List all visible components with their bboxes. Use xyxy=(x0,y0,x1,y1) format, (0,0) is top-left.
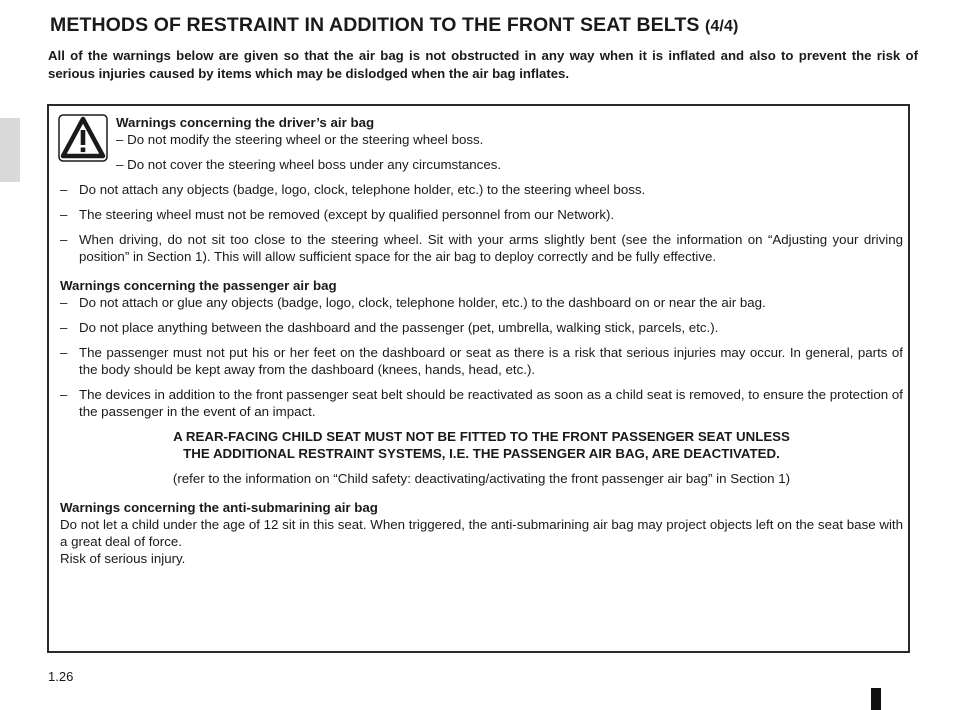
list-dash: – xyxy=(60,295,68,310)
driver-list-item xyxy=(60,181,903,198)
driver-list-item xyxy=(60,231,903,265)
page-number: 1.26 xyxy=(48,669,74,684)
anti-submarining-heading: Warnings concerning the anti-submarining air bag xyxy=(60,500,378,515)
section-side-tab xyxy=(0,118,20,182)
driver-list-item-text: When driving, do not sit too close to the steering wheel. Sit with your arms slightly bent (see the information on “Adjusting your driving position” in Section 1). This will allow sufficient space for the air bag to deploy correctly and be fully effective. xyxy=(79,232,903,264)
passenger-list-item xyxy=(60,344,903,378)
passenger-list-item-text: The passenger must not put his or her feet on the dashboard or seat as there is a risk that serious injuries may occur. In general, parts of the body should be kept away from the dashboard (knees, hands, head, etc.). xyxy=(79,345,903,377)
child-safety-reference: (refer to the information on “Child safety: deactivating/activating the front passenger air bag” in Section 1) xyxy=(172,471,791,486)
passenger-list-item-text: The devices in addition to the front passenger seat belt should be reactivated as soon as a child seat is removed, to ensure the protection of the passenger in the event of an impact. xyxy=(79,387,903,419)
rear-facing-warning-line-1: A REAR-FACING CHILD SEAT MUST NOT BE FITTED TO THE FRONT PASSENGER SEAT UNLESS xyxy=(173,429,790,444)
list-dash: – xyxy=(60,320,68,335)
anti-submarining-text: Do not let a child under the age of 12 sit in this seat. When triggered, the anti-submarining air bag may project objects left on the seat base with a great deal of force. xyxy=(60,517,903,549)
passenger-list-item-text: Do not attach or glue any objects (badge, logo, clock, telephone holder, etc.) to the dashboard on or near the air bag. xyxy=(79,295,766,310)
page-title-main: METHODS OF RESTRAINT IN ADDITION TO THE FRONT SEAT BELTS xyxy=(50,14,700,36)
driver-list-item-text: The steering wheel must not be removed (except by qualified personnel from our Network). xyxy=(79,207,615,222)
passenger-list-item xyxy=(60,319,903,336)
page-edge-marker xyxy=(871,688,881,710)
passenger-list-item-text: Do not place anything between the dashboard and the passenger (pet, umbrella, walking stick, parcels, etc.). xyxy=(79,320,719,335)
list-dash: – xyxy=(60,182,68,197)
list-dash: – xyxy=(60,387,68,402)
passenger-list-item xyxy=(60,386,903,420)
warning-box-content xyxy=(60,114,903,567)
passenger-list-item xyxy=(60,294,903,311)
driver-indented-item: – Do not cover the steering wheel boss under any circumstances. xyxy=(116,157,502,172)
driver-list-item-text: Do not attach any objects (badge, logo, clock, telephone holder, etc.) to the steering wheel boss. xyxy=(79,182,646,197)
rear-facing-warning-line-2: THE ADDITIONAL RESTRAINT SYSTEMS, I.E. THE PASSENGER AIR BAG, ARE DEACTIVATED. xyxy=(183,446,780,461)
intro-paragraph: All of the warnings below are given so that the air bag is not obstructed in any way when it is inflated and also to prevent the risk of serious injuries caused by items which may be dislodged when the air bag inflates. xyxy=(48,48,918,81)
anti-submarining-closing: Risk of serious injury. xyxy=(60,551,186,566)
list-dash: – xyxy=(60,345,68,360)
list-dash: – xyxy=(60,232,68,247)
page-title-suffix: (4/4) xyxy=(704,18,739,35)
page-title xyxy=(50,14,738,37)
passenger-airbag-heading: Warnings concerning the passenger air bag xyxy=(60,278,337,293)
list-dash: – xyxy=(60,207,68,222)
driver-airbag-heading: Warnings concerning the driver’s air bag xyxy=(116,115,375,130)
warning-box xyxy=(47,104,910,653)
driver-list-item xyxy=(60,206,903,223)
driver-indented-item: – Do not modify the steering wheel or the steering wheel boss. xyxy=(116,132,484,147)
